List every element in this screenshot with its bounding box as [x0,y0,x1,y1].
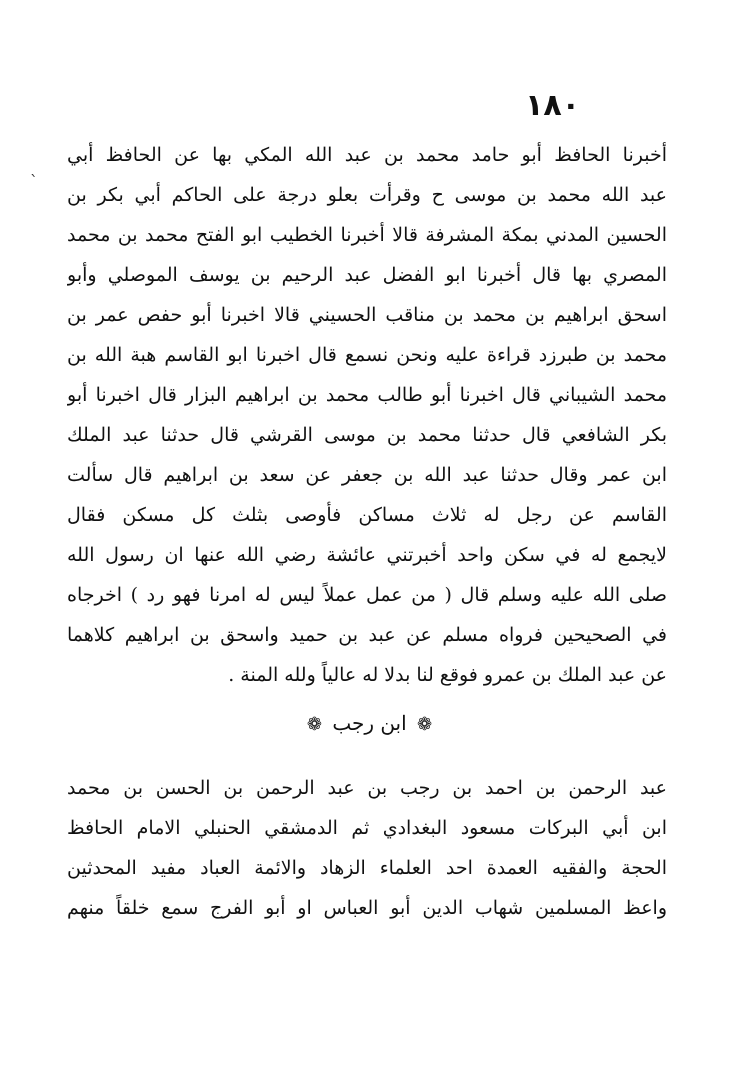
margin-mark: ` [30,172,38,191]
section-heading [0,711,739,735]
text-line: أخبرنا الحافظ أبو حامد محمد بن عبد الله المكي بها عن الحافظ أبي [67,144,667,166]
text-line: المصري بها قال أخبرنا ابو الفضل عبد الرحيم بن يوسف الموصلي وأبو [67,264,667,286]
text-line: ابن عمر وقال حدثنا عبد الله بن جعفر عن سعد بن ابراهيم قال سألت [67,464,667,486]
page-number: ١٨٠ [525,88,580,123]
text-line: عبد الله محمد بن موسى ح وقرأت بعلو درجة على الحاكم أبي بكر بن [67,184,667,206]
text-line: ابن أبي البركات مسعود البغدادي ثم الدمشقي الحنبلي الامام الحافظ [67,817,667,839]
text-line: في الصحيحين فرواه مسلم عن عبد بن حميد واسحق بن ابراهيم كلاهما [67,624,667,646]
text-line: الحسين المدني بمكة المشرفة قالا أخبرنا الخطيب ابو الفتح محمد بن محمد [67,224,667,246]
text-line: عن عبد الملك بن عمرو فوقع لنا بدلا له عالياً ولله المنة . [228,664,667,686]
paragraph-2 [67,768,667,928]
text-line: محمد الشيباني قال اخبرنا أبو طالب محمد بن ابراهيم البزار قال اخبرنا أبو [67,384,667,406]
ornament-icon: ❁ [417,714,433,735]
text-line: عبد الرحمن بن احمد بن رجب بن عبد الرحمن بن الحسن بن محمد [67,777,667,799]
paragraph-1 [67,135,667,695]
text-line: صلى الله عليه وسلم قال ( من عمل عملاً ليس له امرنا فهو رد ) اخرجاه [67,584,667,606]
text-line: واعظ المسلمين شهاب الدين أبو العباس او أبو الفرج سمع خلقاً منهم [67,897,667,919]
text-line: بكر الشافعي قال حدثنا محمد بن موسى القرشي قال حدثنا عبد الملك [67,424,667,446]
text-line: القاسم عن رجل له ثلاث مساكن فأوصى بثلث كل مسكن فقال [67,504,667,526]
section-title: ابن رجب [332,711,407,735]
ornament-icon: ❁ [306,714,322,735]
text-line: محمد بن طبرزد قراءة عليه ونحن نسمع قال اخبرنا ابو القاسم هبة الله بن [67,344,667,366]
text-line: اسحق ابراهيم بن محمد بن مناقب الحسيني قالا اخبرنا أبو حفص عمر بن [67,304,667,326]
text-line: لايجمع له في سكن واحد أخبرتني عائشة رضي الله عنها ان رسول الله [67,544,667,566]
text-line: الحجة والفقيه العمدة احد العلماء الزهاد والائمة العباد مفيد المحدثين [67,857,667,879]
